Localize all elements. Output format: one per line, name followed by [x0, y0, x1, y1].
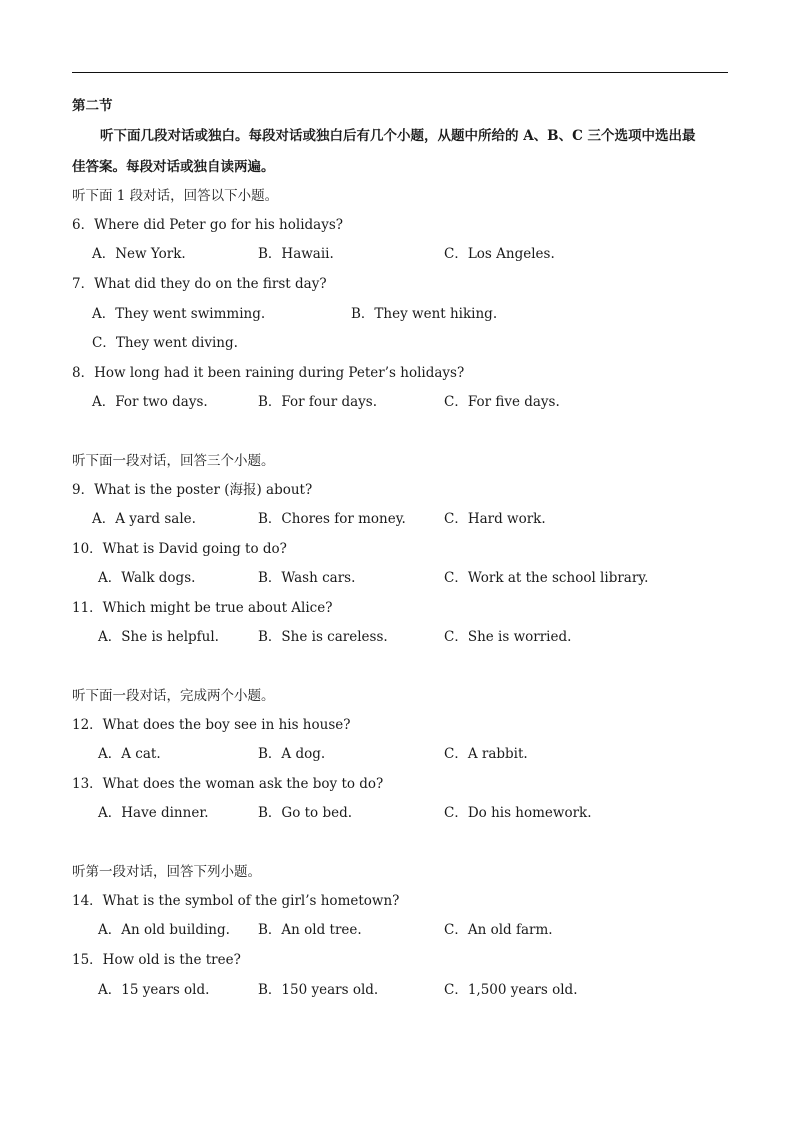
option-a: A．New York.: [92, 246, 186, 262]
option-b: B．A dog.: [258, 746, 326, 762]
question-stem: 6．Where did Peter go for his holidays?: [72, 217, 344, 233]
group-intro: 听下面一段对话，回答三个小题。: [72, 453, 275, 469]
option-b: B．Go to bed.: [258, 805, 353, 821]
question-stem: 13．What does the woman ask the boy to do?: [72, 776, 384, 792]
question-stem: 15．How old is the tree?: [72, 952, 241, 968]
option-a: A．Have dinner.: [98, 805, 209, 821]
option-b: B．They went hiking.: [351, 306, 498, 322]
group-intro: 听下面 1 段对话，回答以下小题。: [72, 188, 279, 204]
instructions-line-1: 听下面几段对话或独白。每段对话或独白后有几个小题，从题中所给的 A、B、C 三个选项中选出最: [100, 128, 696, 144]
option-b: B．An old tree.: [258, 922, 362, 938]
question-stem: 12．What does the boy see in his house?: [72, 717, 351, 733]
question-stem: 9．What is the poster (海报) about?: [72, 482, 313, 498]
question-stem: 11．Which might be true about Alice?: [72, 600, 333, 616]
option-c: C．She is worried.: [444, 629, 572, 645]
option-b: B．Hawaii.: [258, 246, 334, 262]
option-c: C．For five days.: [444, 394, 560, 410]
instructions-line-2: 佳答案。每段对话或独自读两遍。: [72, 159, 275, 175]
question-stem: 10．What is David going to do?: [72, 541, 287, 557]
option-a: A．A yard sale.: [92, 511, 196, 527]
option-a: A．They went swimming.: [92, 306, 266, 322]
option-b: B．150 years old.: [258, 982, 379, 998]
option-c: C．Work at the school library.: [444, 570, 649, 586]
option-a: A．She is helpful.: [98, 629, 219, 645]
option-a: A．15 years old.: [98, 982, 210, 998]
option-c: C．Do his homework.: [444, 805, 592, 821]
option-a: A．An old building.: [98, 922, 230, 938]
option-a: A．For two days.: [92, 394, 208, 410]
option-c: C．An old farm.: [444, 922, 553, 938]
option-c: C．Hard work.: [444, 511, 546, 527]
option-c: C．They went diving.: [92, 335, 238, 351]
group-intro: 听第一段对话，回答下列小题。: [72, 864, 261, 880]
question-stem: 7．What did they do on the first day?: [72, 276, 327, 292]
question-stem: 14．What is the symbol of the girl’s hometown?: [72, 893, 400, 909]
option-b: B．For four days.: [258, 394, 378, 410]
option-c: C．A rabbit.: [444, 746, 528, 762]
option-c: C．Los Angeles.: [444, 246, 555, 262]
option-c: C．1,500 years old.: [444, 982, 578, 998]
option-b: B．Wash cars.: [258, 570, 356, 586]
option-a: A．Walk dogs.: [98, 570, 196, 586]
header-rule: [72, 72, 728, 73]
option-b: B．Chores for money.: [258, 511, 406, 527]
option-b: B．She is careless.: [258, 629, 388, 645]
section-title: 第二节: [72, 98, 113, 114]
option-a: A．A cat.: [98, 746, 161, 762]
group-intro: 听下面一段对话，完成两个小题。: [72, 688, 275, 704]
question-stem: 8．How long had it been raining during Peter’s holidays?: [72, 365, 465, 381]
